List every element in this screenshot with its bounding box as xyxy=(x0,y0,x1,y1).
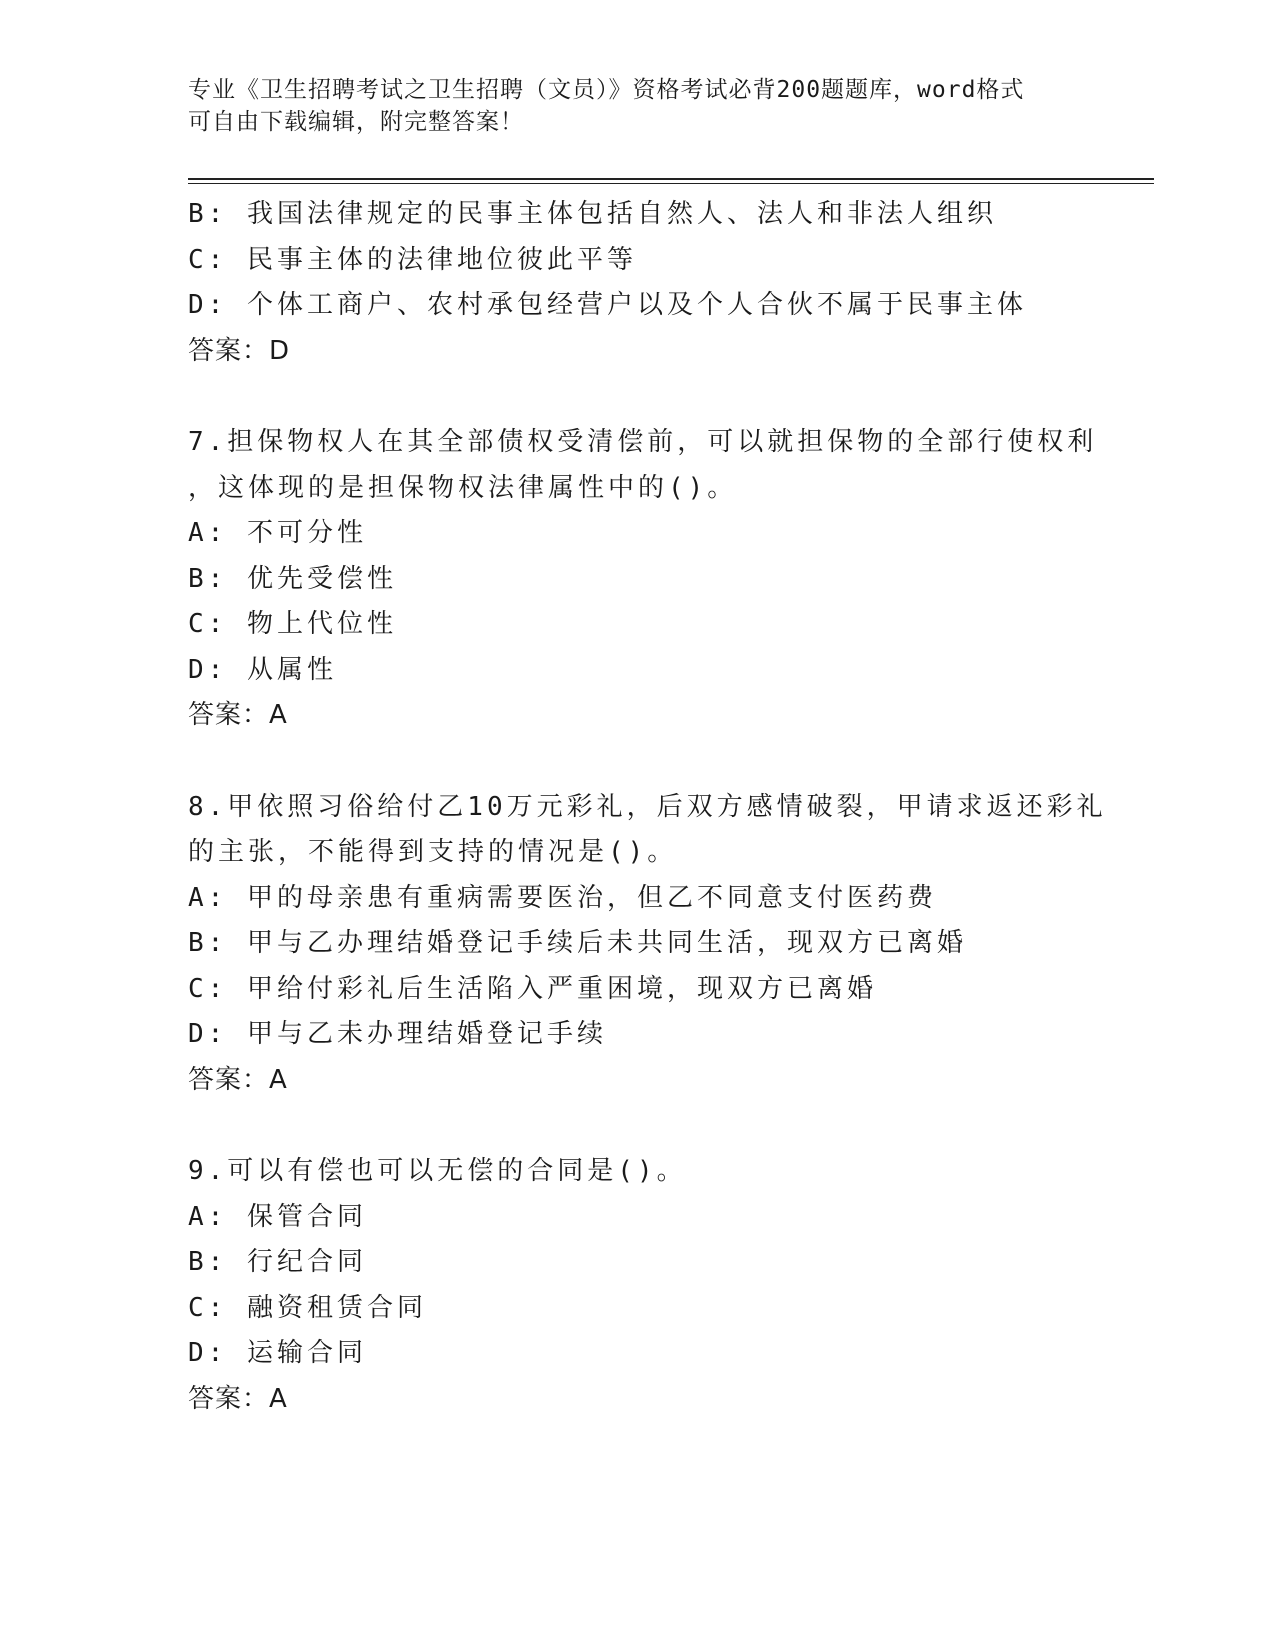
question-9 xyxy=(188,1149,1108,1422)
question-stem: 8.甲依照习俗给付乙10万元彩礼，后双方感情破裂，甲请求返还彩礼 xyxy=(188,791,1107,822)
header-divider xyxy=(188,178,1154,184)
answer-line: 答案：A xyxy=(188,1064,288,1095)
option-b: B: 优先受偿性 xyxy=(188,563,397,594)
question-stem-cont: ，这体现的是担保物权法律属性中的()。 xyxy=(188,472,738,503)
question-stem: 7.担保物权人在其全部债权受清偿前，可以就担保物的全部行使权利 xyxy=(188,427,1098,457)
option-c: C: 民事主体的法律地位彼此平等 xyxy=(188,244,637,275)
option-b: B: 我国法律规定的民事主体包括自然人、法人和非法人组织 xyxy=(188,199,997,229)
option-a: A: 不可分性 xyxy=(188,518,367,548)
document-header xyxy=(188,74,1108,138)
option-c: C: 物上代位性 xyxy=(188,609,397,639)
option-d: D: 甲与乙未办理结婚登记手续 xyxy=(188,1019,607,1049)
option-d: D: 从属性 xyxy=(188,654,337,685)
option-a: A: 保管合同 xyxy=(188,1201,367,1232)
answer-line: 答案：D xyxy=(188,335,291,366)
option-b: B: 行纪合同 xyxy=(188,1247,367,1277)
option-c: C: 甲给付彩礼后生活陷入严重困境，现双方已离婚 xyxy=(188,973,877,1004)
question-7 xyxy=(188,420,1108,739)
question-stem-cont: 的主张，不能得到支持的情况是()。 xyxy=(188,837,678,867)
option-a: A: 甲的母亲患有重病需要医治，但乙不同意支付医药费 xyxy=(188,882,937,913)
option-d: D: 个体工商户、农村承包经营户以及个人合伙不属于民事主体 xyxy=(188,290,1027,320)
option-c: C: 融资租赁合同 xyxy=(188,1292,427,1323)
question-list xyxy=(188,192,1108,1422)
question-stem: 9.可以有偿也可以无偿的合同是()。 xyxy=(188,1156,687,1186)
answer-line: 答案：A xyxy=(188,700,288,730)
continued-question xyxy=(188,192,1108,374)
question-8 xyxy=(188,785,1108,1104)
answer-line: 答案：A xyxy=(188,1383,288,1414)
header-line-1: 专业《卫生招聘考试之卫生招聘（文员）》资格考试必背200题题库，word格式 xyxy=(188,77,1025,103)
option-b: B: 甲与乙办理结婚登记手续后未共同生活，现双方已离婚 xyxy=(188,928,967,958)
header-line-2: 可自由下载编辑，附完整答案！ xyxy=(188,109,524,135)
option-d: D: 运输合同 xyxy=(188,1338,367,1368)
